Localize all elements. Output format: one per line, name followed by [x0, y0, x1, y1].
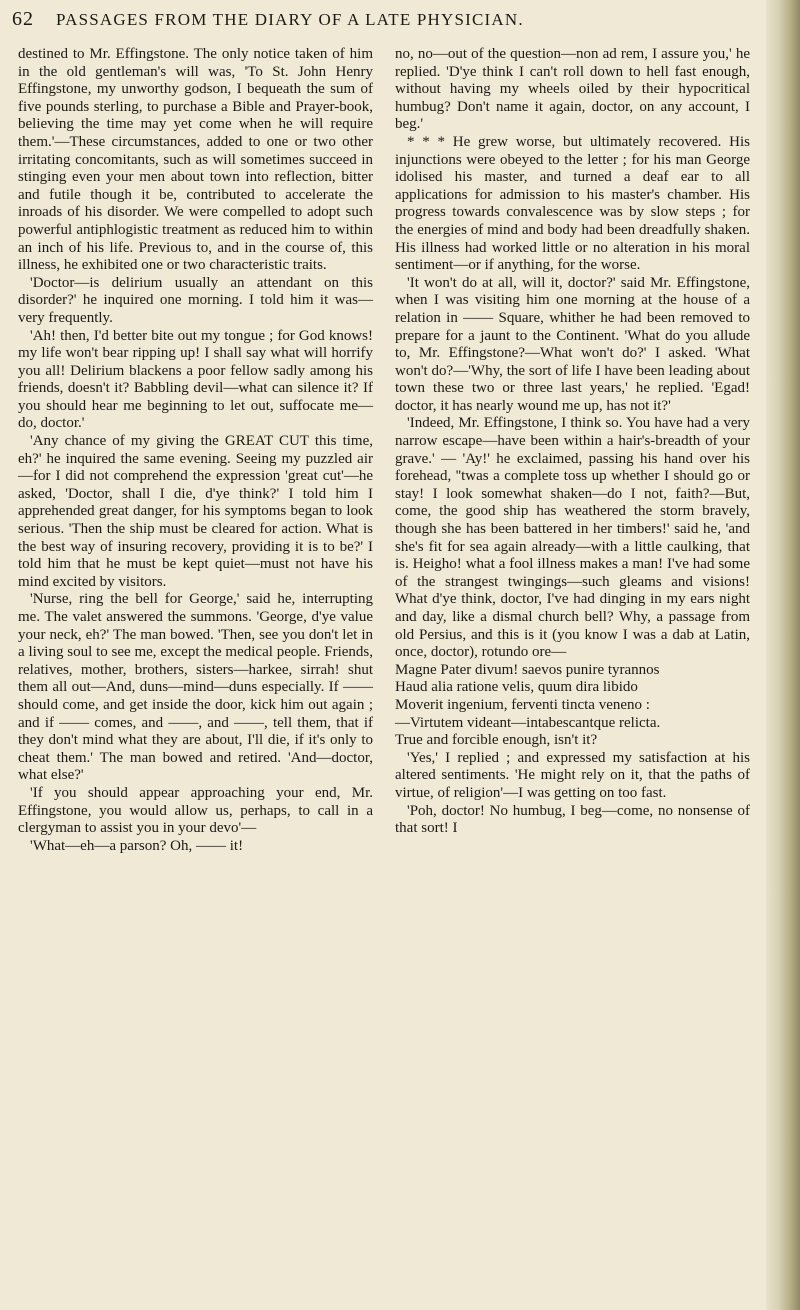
paragraph: no, no—out of the question—non ad rem, I assure you,' he replied. 'D'ye think I can't roll down to hell fast enough, without having my wheels oiled by their hypocritical humbug? Don't name it again, doctor, on any account, I beg.' [395, 46, 750, 133]
paragraph: * * * He grew worse, but ultimately recovered. His injunctions were obeyed to the letter ; for his man George idolised his master, and turned a deaf ear to all applications for admission to his master's chamber. His progress towards convalescence was by slow steps ; for the energies of mind and body had been dreadfully shaken. His illness had worked little or no alteration in his moral sentiment—or if anything, for the worse. [395, 133, 750, 274]
verse-line: Haud alia ratione velis, quum dira libido [395, 679, 638, 696]
paragraph: 'Yes,' I replied ; and expressed my satisfaction at his altered sentiments. 'He might rely on it, that the paths of virtue, of religion'—I was getting on too fast. [395, 749, 750, 801]
paragraph: 'What—eh—a parson? Oh, —— it! [30, 837, 244, 854]
paragraph: destined to Mr. Effingstone. The only notice taken of him in the old gentleman's will was, 'To St. John Henry Effingstone, my unworthy godson, I bequeath the sum of five pounds sterling, to purchase a Bible and Prayer-book, believing the time may yet come when he will require them.'—These circumstances, added to one or two other irritating concomitants, such as will sometimes succeed in stinging even your men about town into reflection, bitter and futile though it be, contributed to accelerate the inroads of his disorder. We were compelled to adopt such powerful antiphlogistic treatment as reduced him to within an inch of his life. Previous to, and in the course of, this illness, he exhibited one or two characteristic traits. [18, 46, 373, 274]
verse-line: Moverit ingenium, ferventi tincta veneno : [395, 696, 650, 713]
paragraph: 'Poh, doctor! No humbug, I beg—come, no nonsense of that sort! I [395, 802, 750, 837]
right-column [395, 46, 750, 838]
paragraph: 'If you should appear approaching your end, Mr. Effingstone, you would allow us, perhaps, to call in a clergyman to assist you in your devo'— [18, 784, 373, 837]
page-header [12, 8, 762, 38]
paragraph: 'It won't do at all, will it, doctor?' said Mr. Effingstone, when I was visiting him one morning at the house of a relation in —— Square, whither he had been removed to prepare for a jaunt to the Continent. 'What do you allude to, Mr. Effingstone?—What won't do?' I asked. 'What won't do?—'Why, the sort of life I have been leading about town these two or three last years,' he replied. 'Egad! doctor, it has nearly wound me up, has not it?' [395, 274, 750, 414]
verse-line: —Virtutem videant—intabescantque relicta. [395, 714, 661, 731]
page-number: 62 [12, 8, 34, 30]
paragraph: 'Doctor—is delirium usually an attendant on this disorder?' he inquired one morning. I told him it was—very frequently. [18, 274, 373, 326]
paragraph: 'Ah! then, I'd better bite out my tongue ; for God knows! my life won't bear ripping up! I shall say what will horrify you all! Delirium blackens a poor fellow sadly among his friends, doesn't it? Babbling devil—what can silence it? If you should hear me beginning to let out, suffocate me—do, doctor.' [18, 327, 373, 432]
latin-quotation [395, 662, 750, 732]
left-column [18, 46, 373, 855]
paragraph: 'Any chance of my giving the GREAT CUT this time, eh?' he inquired the same evening. Seeing my puzzled air—for I did not comprehend the expression 'great cut'—he asked, 'Doctor, shall I die, d'ye think?' I told him I apprehended great danger, for his symptoms began to look serious. 'Then the ship must be cleared for action. What is the best way of insuring recovery, providing it is to be?' I told him that he must be kept quiet—must not have his mind excited by visitors. [18, 433, 373, 590]
page-edge-shadow [766, 0, 800, 1310]
paragraph: 'Indeed, Mr. Effingstone, I think so. You have had a very narrow escape—have been within a hair's-breadth of your grave.' — 'Ay!' he exclaimed, passing his hand over his forehead, ''twas a complete toss up whether I should go or stay! I look somewhat shaken—do I not, faith?—But, come, the good ship has weathered the storm bravely, though she has been battered in her timbers!' said he, 'and she's fit for sea again already—with a little caulking, that is. Heigho! what a fool illness makes a man! I've had some of the strangest twingings—such gleams and visions! What d'ye think, doctor, I've had dinging in my ears night and day, like a dismal church bell? Why, a passage from old Persius, and this is it (you know I was a dab at Latin, once, doctor), rotundo ore— [395, 415, 750, 661]
paragraph: 'Nurse, ring the bell for George,' said he, interrupting me. The valet answered the summons. 'George, d'ye value your neck, eh?' The man bowed. 'Then, see you don't let in a living soul to see me, except the medical people. Friends, relatives, mother, brothers, sisters—harkee, sirrah! shut them all out—And, duns—mind—duns especially. If —— should come, and get inside the door, kick him out again ; and if —— comes, and ——, and ——, tell them, that if they don't mind what they are about, I'll die, if it's only to cheat them.' The man bowed and retired. 'And—doctor, what else?' [18, 591, 373, 784]
running-title: PASSAGES FROM THE DIARY OF A LATE PHYSICIAN. [56, 10, 524, 29]
verse-line: Magne Pater divum! saevos punire tyrannos [395, 661, 660, 678]
paragraph: True and forcible enough, isn't it? [395, 732, 598, 749]
